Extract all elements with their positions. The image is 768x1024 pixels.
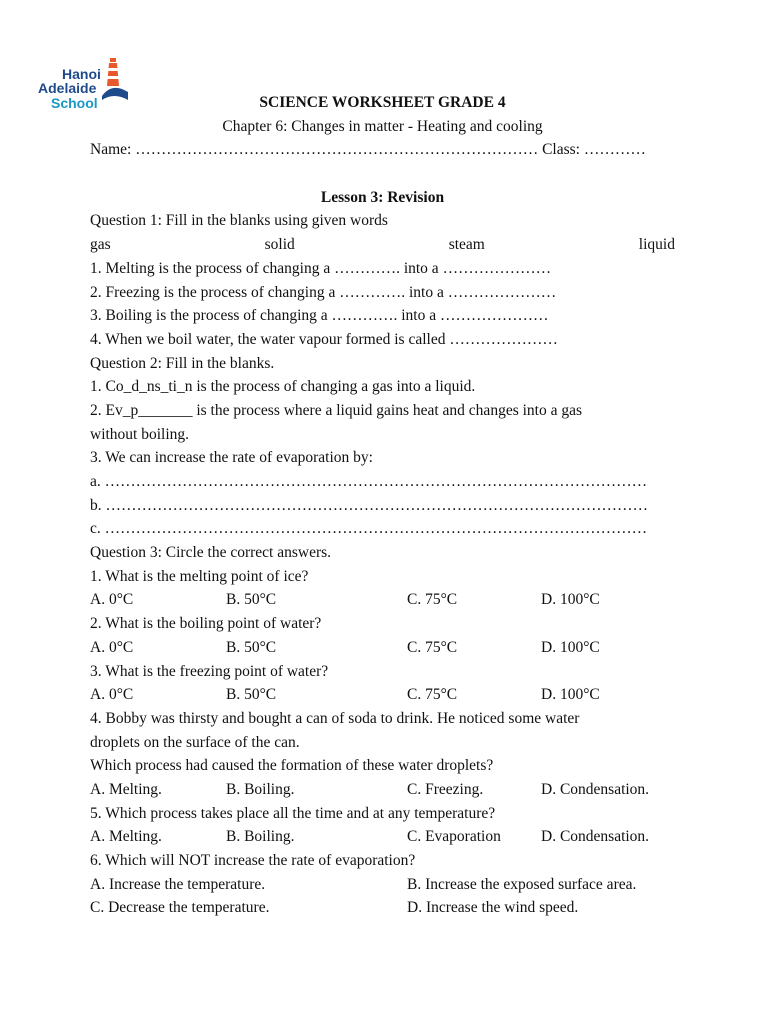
option-a: A. 0°C <box>90 686 134 704</box>
worksheet <box>90 91 675 920</box>
option-a: A. 0°C <box>90 591 134 609</box>
option-d: D. 100°C <box>541 638 600 656</box>
word-bank-item: solid <box>264 236 295 254</box>
option-c: C. 75°C <box>407 638 458 656</box>
option-b: B. 50°C <box>226 591 277 609</box>
option-b: B. Boiling. <box>226 828 295 846</box>
word-bank-item: gas <box>90 236 111 254</box>
q3-options-2 <box>90 636 675 660</box>
word-bank-item: liquid <box>638 236 675 254</box>
option-a: A. 0°C <box>90 638 134 656</box>
chapter-title: Chapter 6: Changes in matter - Heating and cooling <box>222 117 543 135</box>
q3-question-1: 1. What is the melting point of ice? <box>90 567 309 585</box>
option-a: A. Melting. <box>90 780 162 798</box>
q2-answer-a: a. …………………………………………………………………………………………… <box>90 473 648 490</box>
q3-options-6-cd <box>90 896 675 920</box>
option-d: D. 100°C <box>541 686 600 704</box>
q2-heading: Question 2: Fill in the blanks. <box>90 354 275 372</box>
option-b: B. Boiling. <box>226 780 295 798</box>
q3-question-2: 2. What is the boiling point of water? <box>90 615 322 633</box>
q3-heading: Question 3: Circle the correct answers. <box>90 544 332 562</box>
q3-options-3 <box>90 683 675 707</box>
q1-heading: Question 1: Fill in the blanks using given words <box>90 212 388 230</box>
option-c: C. 75°C <box>407 591 458 609</box>
q3-question-4-cont: droplets on the surface of the can. <box>90 733 300 751</box>
option-d: D. Increase the wind speed. <box>407 899 579 917</box>
worksheet-title: SCIENCE WORKSHEET GRADE 4 <box>259 94 506 111</box>
q3-question-6: 6. Which will NOT increase the rate of evaporation? <box>90 852 416 869</box>
q1-item-3: 3. Boiling is the process of changing a …………. into a ………………… <box>90 307 549 325</box>
logo-text-adelaide: Adelaide <box>38 80 97 96</box>
option-c: C. 75°C <box>407 686 458 704</box>
q2-answer-c: c. …………………………………………………………………………………………… <box>90 520 648 538</box>
option-a: A. Increase the temperature. <box>90 875 266 893</box>
logo-text-school: School <box>51 95 98 111</box>
q3-options-1 <box>90 588 675 612</box>
option-c: C. Freezing. <box>407 780 484 798</box>
q2-answer-b: b. …………………………………………………………………………………………… <box>90 496 648 514</box>
option-c: C. Decrease the temperature. <box>90 899 270 917</box>
q3-question-3: 3. What is the freezing point of water? <box>90 662 329 680</box>
option-d: D. Condensation. <box>541 780 650 798</box>
q2-item-2: 2. Ev_p_______ is the process where a liquid gains heat and changes into a gas <box>90 401 583 419</box>
q3-question-5: 5. Which process takes place all the time and at any temperature? <box>90 804 496 822</box>
q1-item-2: 2. Freezing is the process of changing a …………. into a ………………… <box>90 283 557 301</box>
logo-text-hanoi: Hanoi <box>62 66 101 82</box>
option-b: B. 50°C <box>226 638 277 656</box>
q2-item-3: 3. We can increase the rate of evaporation by: <box>90 449 373 467</box>
word-bank <box>90 233 675 257</box>
option-d: D. 100°C <box>541 591 600 609</box>
q3-options-5 <box>90 825 675 849</box>
q1-item-1: 1. Melting is the process of changing a …………. into a ………………… <box>90 259 552 277</box>
q3-options-4 <box>90 778 675 802</box>
word-bank-item: steam <box>448 236 485 254</box>
lesson-title: Lesson 3: Revision <box>320 188 445 206</box>
option-d: D. Condensation. <box>541 828 650 846</box>
q3-options-6-ab <box>90 873 675 897</box>
option-c: C. Evaporation <box>407 828 501 846</box>
q3-question-4: 4. Bobby was thirsty and bought a can of soda to drink. He noticed some water <box>90 709 580 727</box>
option-b: B. 50°C <box>226 686 277 704</box>
option-a: A. Melting. <box>90 828 162 846</box>
q3-question-4-ask: Which process had caused the formation of these water droplets? <box>90 757 494 775</box>
q2-item-1: 1. Co_d_ns_ti_n is the process of changing a gas into a liquid. <box>90 378 476 396</box>
q2-item-2-cont: without boiling. <box>90 425 190 443</box>
option-b: B. Increase the exposed surface area. <box>407 875 637 893</box>
q1-item-4: 4. When we boil water, the water vapour formed is called ………………… <box>90 330 558 348</box>
name-class-line: Name: …………………………………………………………………… Class: ………… <box>90 141 646 159</box>
